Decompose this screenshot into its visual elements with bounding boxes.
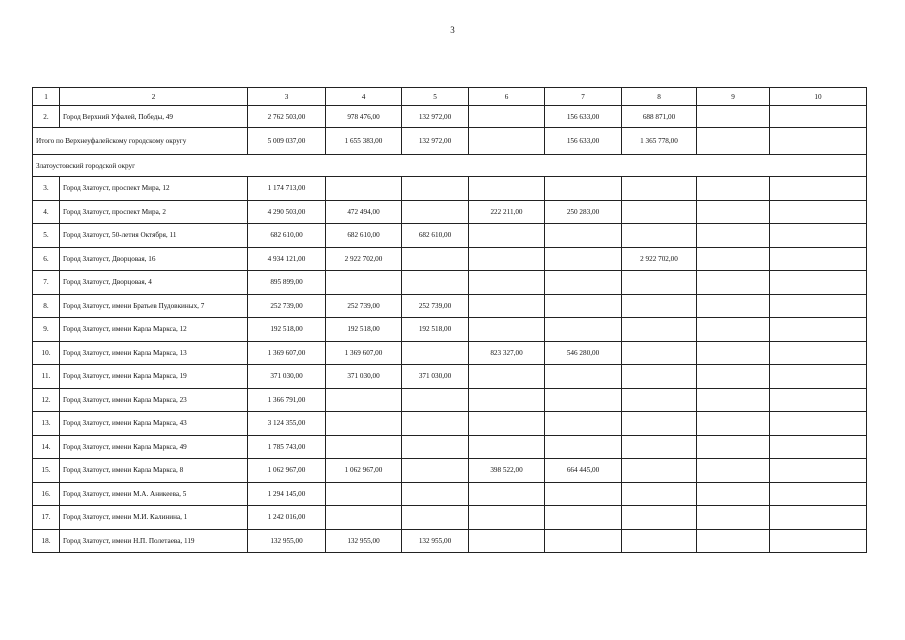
total-value-cell	[697, 128, 770, 155]
row-number: 13.	[33, 412, 60, 436]
value-cell	[469, 294, 545, 318]
value-cell	[697, 459, 770, 483]
row-number: 5.	[33, 224, 60, 248]
document-table	[32, 87, 867, 553]
table-row	[33, 435, 867, 459]
value-cell: 252 739,00	[326, 294, 402, 318]
value-cell	[469, 482, 545, 506]
value-cell	[697, 506, 770, 530]
row-number: 15.	[33, 459, 60, 483]
value-cell	[697, 271, 770, 295]
value-cell: 895 899,00	[248, 271, 326, 295]
table-row	[33, 365, 867, 389]
table-row	[33, 412, 867, 436]
table-row	[33, 529, 867, 553]
value-cell: 472 494,00	[326, 200, 402, 224]
value-cell	[326, 177, 402, 201]
value-cell	[622, 177, 697, 201]
value-cell	[770, 271, 867, 295]
value-cell	[697, 412, 770, 436]
value-cell: 682 610,00	[248, 224, 326, 248]
value-cell: 2 762 503,00	[248, 106, 326, 128]
value-cell	[402, 482, 469, 506]
row-number: 18.	[33, 529, 60, 553]
value-cell	[402, 506, 469, 530]
value-cell	[402, 177, 469, 201]
value-cell: 398 522,00	[469, 459, 545, 483]
address-cell: Город Верхний Уфалей, Победы, 49	[60, 106, 248, 128]
value-cell: 1 785 743,00	[248, 435, 326, 459]
value-cell: 1 366 791,00	[248, 388, 326, 412]
value-cell	[402, 200, 469, 224]
value-cell	[697, 224, 770, 248]
value-cell	[402, 247, 469, 271]
value-cell	[697, 529, 770, 553]
value-cell	[697, 106, 770, 128]
value-cell: 250 283,00	[545, 200, 622, 224]
row-number: 10.	[33, 341, 60, 365]
address-cell: Город Златоуст, имени М.А. Аникеева, 5	[60, 482, 248, 506]
value-cell	[622, 506, 697, 530]
row-number: 2.	[33, 106, 60, 128]
value-cell	[697, 177, 770, 201]
value-cell	[402, 435, 469, 459]
table-row	[33, 482, 867, 506]
value-cell	[469, 506, 545, 530]
value-cell: 823 327,00	[469, 341, 545, 365]
value-cell: 371 030,00	[248, 365, 326, 389]
row-number: 9.	[33, 318, 60, 342]
value-cell: 371 030,00	[402, 365, 469, 389]
value-cell	[770, 506, 867, 530]
value-cell: 682 610,00	[402, 224, 469, 248]
value-cell	[770, 177, 867, 201]
value-cell	[622, 388, 697, 412]
address-cell: Город Златоуст, имени Карла Маркса, 49	[60, 435, 248, 459]
value-cell	[326, 271, 402, 295]
row-number: 8.	[33, 294, 60, 318]
address-cell: Город Златоуст, 50-летия Октября, 11	[60, 224, 248, 248]
section-row	[33, 155, 867, 177]
table-row	[33, 294, 867, 318]
value-cell: 132 955,00	[326, 529, 402, 553]
value-cell	[545, 506, 622, 530]
row-number: 16.	[33, 482, 60, 506]
value-cell: 192 518,00	[402, 318, 469, 342]
header-cell: 3	[248, 88, 326, 106]
value-cell	[545, 271, 622, 295]
address-cell: Город Златоуст, Дворцовая, 16	[60, 247, 248, 271]
value-cell	[545, 435, 622, 459]
table-row	[33, 459, 867, 483]
value-cell: 546 280,00	[545, 341, 622, 365]
value-cell	[545, 412, 622, 436]
table-row	[33, 106, 867, 128]
value-cell	[770, 482, 867, 506]
value-cell	[770, 318, 867, 342]
value-cell: 3 124 355,00	[248, 412, 326, 436]
value-cell	[402, 459, 469, 483]
value-cell	[545, 388, 622, 412]
value-cell	[622, 365, 697, 389]
value-cell	[469, 435, 545, 459]
value-cell	[402, 271, 469, 295]
header-cell: 7	[545, 88, 622, 106]
total-label: Итого по Верхнеуфалейскому городскому округу	[33, 128, 248, 155]
header-cell: 5	[402, 88, 469, 106]
table-row	[33, 177, 867, 201]
row-number: 12.	[33, 388, 60, 412]
value-cell	[770, 365, 867, 389]
value-cell	[697, 365, 770, 389]
row-number: 17.	[33, 506, 60, 530]
value-cell	[326, 388, 402, 412]
value-cell: 156 633,00	[545, 106, 622, 128]
value-cell	[622, 529, 697, 553]
value-cell	[770, 247, 867, 271]
address-cell: Город Златоуст, Дворцовая, 4	[60, 271, 248, 295]
value-cell	[697, 341, 770, 365]
table-row	[33, 388, 867, 412]
value-cell: 4 934 121,00	[248, 247, 326, 271]
value-cell	[622, 224, 697, 248]
value-cell: 222 211,00	[469, 200, 545, 224]
value-cell	[545, 177, 622, 201]
value-cell	[697, 200, 770, 224]
value-cell: 2 922 702,00	[622, 247, 697, 271]
value-cell	[326, 482, 402, 506]
value-cell	[622, 435, 697, 459]
value-cell	[622, 341, 697, 365]
table-row	[33, 506, 867, 530]
value-cell	[697, 247, 770, 271]
address-cell: Город Златоуст, имени Н.П. Полетаева, 119	[60, 529, 248, 553]
address-cell: Город Златоуст, имени Карла Маркса, 23	[60, 388, 248, 412]
address-cell: Город Златоуст, проспект Мира, 12	[60, 177, 248, 201]
value-cell: 192 518,00	[248, 318, 326, 342]
row-number: 4.	[33, 200, 60, 224]
value-cell	[469, 271, 545, 295]
value-cell	[622, 459, 697, 483]
page-number: 3	[450, 25, 455, 35]
header-cell: 6	[469, 88, 545, 106]
total-value-cell: 156 633,00	[545, 128, 622, 155]
value-cell	[545, 482, 622, 506]
value-cell	[622, 271, 697, 295]
value-cell	[469, 529, 545, 553]
value-cell: 252 739,00	[402, 294, 469, 318]
value-cell	[770, 388, 867, 412]
value-cell	[770, 412, 867, 436]
row-number: 11.	[33, 365, 60, 389]
total-value-cell: 1 365 778,00	[622, 128, 697, 155]
value-cell	[697, 294, 770, 318]
row-number: 3.	[33, 177, 60, 201]
value-cell	[469, 365, 545, 389]
value-cell	[545, 294, 622, 318]
value-cell: 1 062 967,00	[248, 459, 326, 483]
value-cell: 688 871,00	[622, 106, 697, 128]
address-cell: Город Златоуст, имени Карла Маркса, 12	[60, 318, 248, 342]
value-cell: 1 369 607,00	[326, 341, 402, 365]
value-cell	[770, 200, 867, 224]
value-cell	[469, 224, 545, 248]
address-cell: Город Златоуст, имени Карла Маркса, 8	[60, 459, 248, 483]
value-cell: 252 739,00	[248, 294, 326, 318]
value-cell	[697, 388, 770, 412]
column-number-header-row	[33, 88, 867, 106]
value-cell	[770, 529, 867, 553]
value-cell	[697, 435, 770, 459]
value-cell: 1 294 145,00	[248, 482, 326, 506]
value-cell	[622, 294, 697, 318]
value-cell	[770, 435, 867, 459]
total-value-cell: 1 655 383,00	[326, 128, 402, 155]
value-cell: 132 955,00	[402, 529, 469, 553]
row-number: 14.	[33, 435, 60, 459]
value-cell	[469, 412, 545, 436]
value-cell	[770, 224, 867, 248]
value-cell: 664 445,00	[545, 459, 622, 483]
value-cell: 978 476,00	[326, 106, 402, 128]
value-cell	[402, 412, 469, 436]
value-cell	[545, 318, 622, 342]
value-cell	[622, 200, 697, 224]
value-cell: 132 955,00	[248, 529, 326, 553]
value-cell	[545, 247, 622, 271]
address-cell: Город Златоуст, имени Братьев Пудовкиных, 7	[60, 294, 248, 318]
value-cell: 2 922 702,00	[326, 247, 402, 271]
header-cell: 4	[326, 88, 402, 106]
total-value-cell: 132 972,00	[402, 128, 469, 155]
value-cell: 1 174 713,00	[248, 177, 326, 201]
table-row	[33, 224, 867, 248]
header-cell: 8	[622, 88, 697, 106]
address-cell: Город Златоуст, имени Карла Маркса, 19	[60, 365, 248, 389]
total-value-cell: 5 009 037,00	[248, 128, 326, 155]
value-cell: 192 518,00	[326, 318, 402, 342]
value-cell	[326, 412, 402, 436]
value-cell: 1 369 607,00	[248, 341, 326, 365]
value-cell	[770, 459, 867, 483]
value-cell: 4 290 503,00	[248, 200, 326, 224]
value-cell	[770, 294, 867, 318]
value-cell	[469, 177, 545, 201]
address-cell: Город Златоуст, имени Карла Маркса, 43	[60, 412, 248, 436]
value-cell	[697, 318, 770, 342]
value-cell	[770, 341, 867, 365]
section-title: Златоустовский городской округ	[33, 155, 867, 177]
value-cell	[469, 388, 545, 412]
value-cell	[402, 388, 469, 412]
header-cell: 2	[60, 88, 248, 106]
value-cell	[545, 224, 622, 248]
address-cell: Город Златоуст, имени Карла Маркса, 13	[60, 341, 248, 365]
table-row	[33, 271, 867, 295]
table-body	[33, 88, 867, 553]
value-cell: 1 062 967,00	[326, 459, 402, 483]
value-cell	[622, 482, 697, 506]
total-value-cell	[770, 128, 867, 155]
header-cell: 9	[697, 88, 770, 106]
row-number: 6.	[33, 247, 60, 271]
value-cell: 682 610,00	[326, 224, 402, 248]
value-cell	[469, 106, 545, 128]
value-cell: 1 242 016,00	[248, 506, 326, 530]
value-cell	[697, 482, 770, 506]
total-value-cell	[469, 128, 545, 155]
address-cell: Город Златоуст, имени М.И. Калинина, 1	[60, 506, 248, 530]
value-cell	[469, 247, 545, 271]
value-cell	[545, 529, 622, 553]
address-cell: Город Златоуст, проспект Мира, 2	[60, 200, 248, 224]
value-cell	[402, 341, 469, 365]
value-cell	[622, 318, 697, 342]
header-cell: 1	[33, 88, 60, 106]
value-cell	[770, 106, 867, 128]
table-row	[33, 200, 867, 224]
table-row	[33, 247, 867, 271]
header-cell: 10	[770, 88, 867, 106]
value-cell	[326, 435, 402, 459]
value-cell: 371 030,00	[326, 365, 402, 389]
value-cell	[469, 318, 545, 342]
value-cell: 132 972,00	[402, 106, 469, 128]
total-row	[33, 128, 867, 155]
value-cell	[326, 506, 402, 530]
table-row	[33, 318, 867, 342]
row-number: 7.	[33, 271, 60, 295]
value-cell	[622, 412, 697, 436]
table-row	[33, 341, 867, 365]
value-cell	[545, 365, 622, 389]
